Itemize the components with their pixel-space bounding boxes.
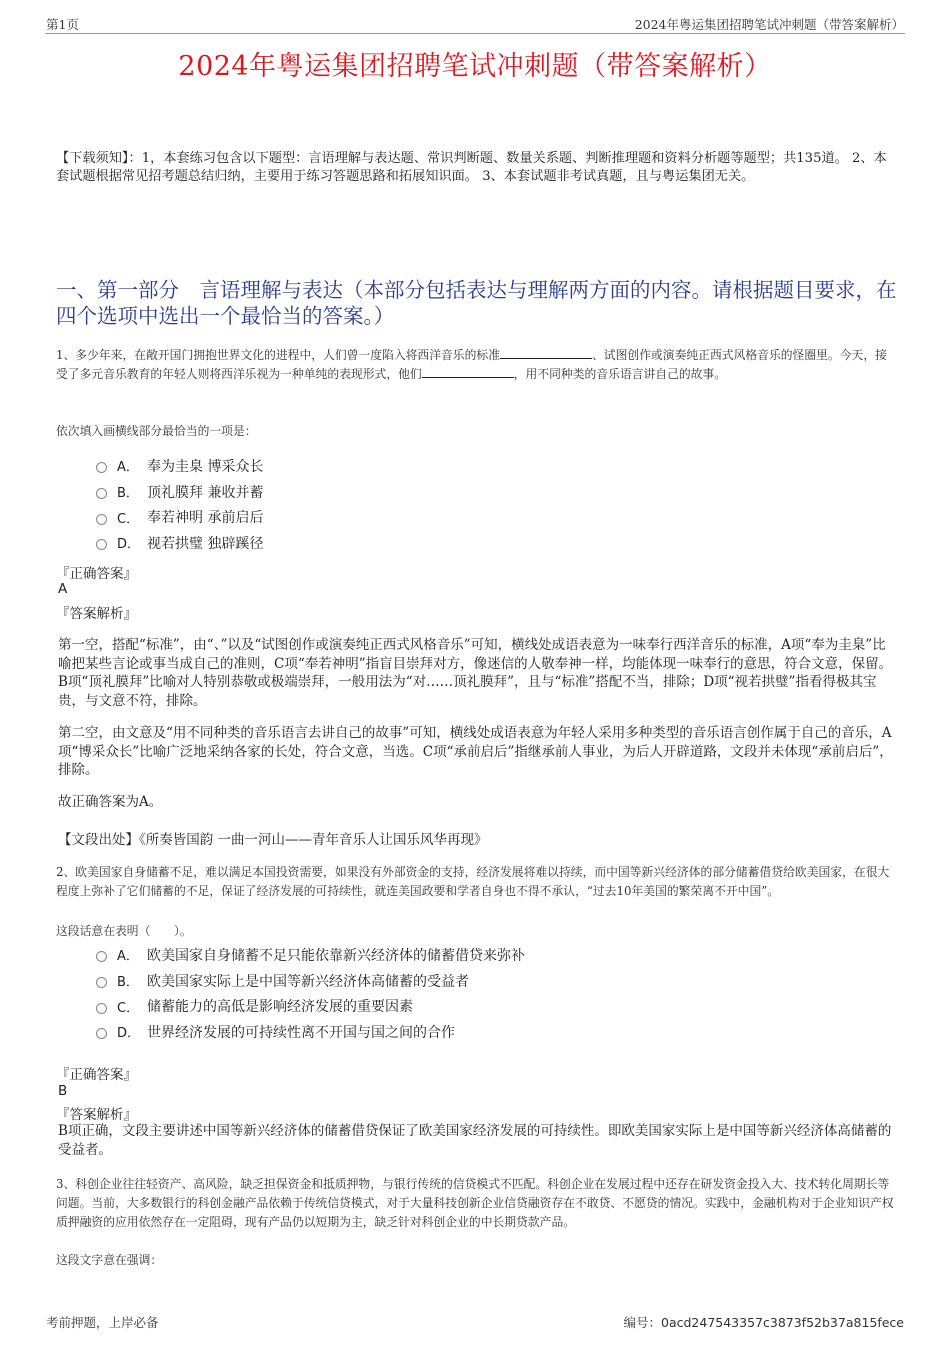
fill-blank	[500, 346, 592, 359]
section-heading: 一、第一部分 言语理解与表达（本部分包括表达与理解两方面的内容。请根据题目要求，在四个选项中选出一个最恰当的答案。）	[56, 278, 897, 328]
option-b[interactable]: B． 欧美国家实际上是中国等新兴经济体高储蓄的受益者	[96, 968, 525, 994]
option-c[interactable]: C． 奉若神明 承前启后	[96, 504, 263, 530]
radio-icon[interactable]	[96, 488, 107, 499]
correct-answer: B	[58, 1083, 68, 1099]
option-a[interactable]: A． 欧美国家自身储蓄不足只能依靠新兴经济体的储蓄借贷来弥补	[96, 942, 525, 968]
fill-blank	[422, 365, 514, 378]
analysis-paragraph-2: 第二空，由文意及“用不同种类的音乐语言去讲自己的故事”可知，横线处成语表意为年轻人采用多种类型的音乐语言创作属于自己的音乐，A项“博采众长”比喻广泛地采纳各家的长处，符合文意，当选。C项“承前启后”指继承前人事业，为后人开辟道路，文段并未体现“承前启后”，排除。	[58, 725, 893, 778]
correct-answer: A	[58, 581, 68, 597]
radio-icon[interactable]	[96, 539, 107, 550]
footer-code: 编号：0acd247543357c3873f52b37a815fece	[623, 1315, 904, 1330]
option-d[interactable]: D． 视若拱璧 独辟蹊径	[96, 530, 263, 556]
option-b[interactable]: B． 顶礼膜拜 兼收并蓄	[96, 479, 263, 505]
radio-icon[interactable]	[96, 1003, 107, 1014]
answer-label: 『正确答案』	[56, 566, 137, 582]
page-number: 第1页	[46, 17, 79, 32]
question-3-stem: 3、科创企业往往轻资产、高风险，缺乏担保资金和抵质押物，与银行传统的信贷模式不匹配。科创企业在发展过程中还存在研发资金投入大、技术转化周期长等问题。当前，大多数银行的科创金融产品依赖于传统信贷模式，对于大量科技创新企业信贷融资存在不敢贷、不愿贷的情况。实践中，金融机构对于企业知识产权质押融资的应用依然存在一定阻碍，现有产品仍以短期为主，缺乏针对科创企业的中长期贷款产品。	[56, 1177, 894, 1229]
radio-icon[interactable]	[96, 951, 107, 962]
header-divider	[45, 33, 905, 34]
option-c[interactable]: C． 储蓄能力的高低是影响经济发展的重要因素	[96, 993, 525, 1019]
analysis-conclusion: 故正确答案为A。	[58, 794, 163, 810]
radio-icon[interactable]	[96, 462, 107, 473]
question-2-stem: 2、欧美国家自身储蓄不足，难以满足本国投资需要，如果没有外部资金的支持，经济发展将难以持续，而中国等新兴经济体的部分储蓄借贷给欧美国家，在很大程度上弥补了它们储蓄的不足，保证了经济发展的可持续性，就连美国政要和学者自身也不得不承认，“过去10年美国的繁荣离不开中国”。	[56, 865, 890, 898]
radio-icon[interactable]	[96, 1028, 107, 1039]
option-d[interactable]: D． 世界经济发展的可持续性离不开国与国之间的合作	[96, 1019, 525, 1045]
text-source: 【文段出处】《所奏皆国韵 一曲一河山——青年音乐人让国乐风华再现》	[58, 832, 488, 848]
analysis-paragraph-1: 第一空，搭配“标准”，由“、”以及“试图创作或演奏纯正西式风格音乐”可知，横线处成语表意为一味奉行西洋音乐的标准，A项“奉为圭臬”比喻把某些言论或事当成自己的准则，C项“奉若神明”指盲目崇拜对方，像迷信的人敬奉神一样，均能体现一味奉行的意思，符合文意，保留。B项“顶礼膜拜”比喻对人特别恭敬或极端崇拜，一般用法为“对……顶礼膜拜”，且与“标准”搭配不当，排除；D项“视若拱璧”指看得极其宝贵，与文意不符，排除。	[58, 637, 893, 709]
question-3-prompt: 这段文字意在强调：	[56, 1253, 163, 1267]
radio-icon[interactable]	[96, 977, 107, 988]
question-1-prompt: 依次填入画横线部分最恰当的一项是：	[56, 424, 257, 438]
header-doc-title: 2024年粤运集团招聘笔试冲刺题（带答案解析）	[634, 17, 904, 32]
analysis-label: 『答案解析』	[56, 1107, 137, 1123]
question-1-stem: 1、多少年来，在敞开国门拥抱世界文化的进程中，人们曾一度陷入将西洋音乐的标准 、试图创作或演奏纯正西式风格音乐的怪圈里。今天，接受了多元音乐教育的年轻人则将西洋乐视为一种单纯的表现形式，他们 ，用不同种类的音乐语言讲自己的故事。	[56, 348, 887, 381]
answer-label: 『正确答案』	[56, 1067, 137, 1083]
question-2-options	[96, 942, 525, 1045]
analysis-label: 『答案解析』	[56, 606, 137, 622]
option-a[interactable]: A． 奉为圭臬 博采众长	[96, 453, 263, 479]
analysis-paragraph: B项正确，文段主要讲述中国等新兴经济体的储蓄借贷保证了欧美国家经济发展的可持续性。即欧美国家实际上是中国等新兴经济体高储蓄的受益者。	[58, 1123, 892, 1158]
page-title: 2024年粤运集团招聘笔试冲刺题（带答案解析）	[178, 51, 772, 82]
question-1-options	[96, 453, 263, 556]
question-2-prompt: 这段话意在表明（ ）。	[56, 924, 192, 938]
radio-icon[interactable]	[96, 514, 107, 525]
download-notice: 【下载须知】：1，本套练习包含以下题型：言语理解与表达题、常识判断题、数量关系题、判断推理题和资料分析题等题型；共135道。 2、本套试题根据常见招考题总结归纳，主要用于练习答题思路和拓展知识面。 3、本套试题非考试真题，且与粤运集团无关。	[56, 151, 887, 184]
footer-slogan: 考前押题，上岸必备	[46, 1315, 159, 1330]
